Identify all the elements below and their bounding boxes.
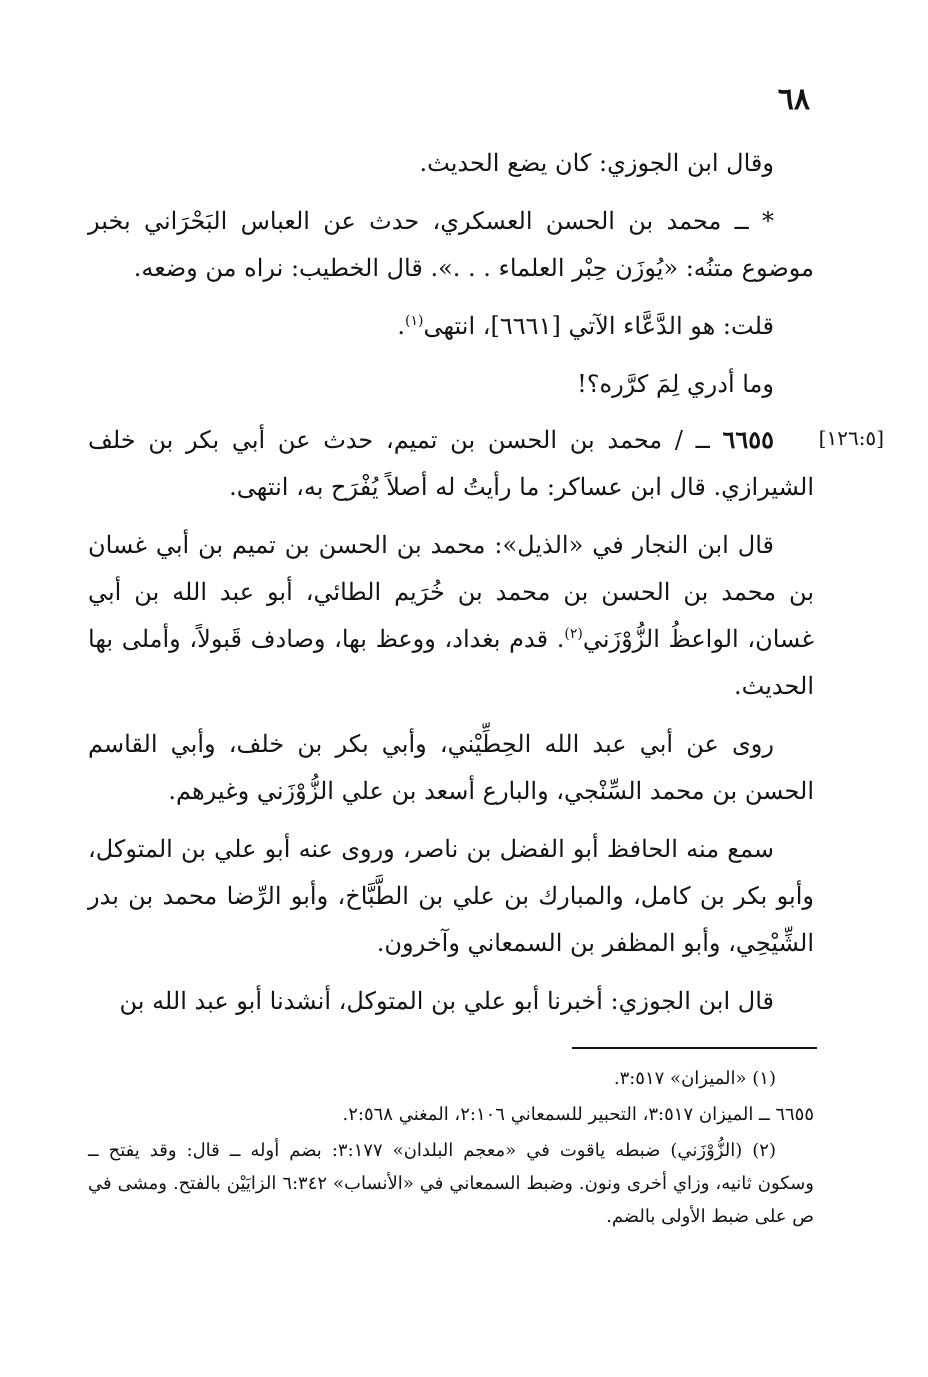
main-section <box>88 416 814 1025</box>
footnote-marker-1: (١) <box>405 313 424 329</box>
footnote-sources: ٦٦٥٥ ــ الميزان ٣:٥١٧، التحبير للسمعاني ٢:١٠٦، المغني ٢:٥٦٨. <box>342 1104 814 1125</box>
footnote-separator <box>572 1047 817 1049</box>
entry-reference: [١٢٦:٥] <box>818 426 884 450</box>
entry-muhammad-al-askari: * ــ محمد بن الحسن العسكري، حدث عن العباس البَحْرَاني بخبر موضوع متنُه: «يُوزَن حِبْر العلماء . . .». قال الخطيب: نراه من وضعه. <box>88 207 814 282</box>
note-repetition: وما أدري لِمَ كرَّره؟! <box>577 370 774 398</box>
top-section <box>88 140 814 408</box>
paragraph-ibn-alnajjar <box>88 522 814 710</box>
footnote-marker-2: (٢) <box>564 626 583 642</box>
entry-text: ــ / محمد بن الحسن بن تميم، حدث عن أبي بكر بن خلف الشيرازي. قال ابن عساكر: ما رأيتُ له أصلاً يُفْرَح به، انتهى. <box>88 426 814 501</box>
page-number: ٦٨ <box>777 82 810 117</box>
paragraph-ibn-alnajjar-part1: قال ابن النجار في «الذيل»: محمد بن الحسن بن تميم بن أبي غسان بن محمد بن الحسن بن محمد بن خُرَيم الطائي، أبو عبد الله بن أبي غسان، الواعظُ الزُّوْزَني <box>88 531 814 653</box>
paragraph-qala-ibn-aljawzi: قال ابن الجوزي: أخبرنا أبو علي بن المتوكل، أنشدنا أبو عبد الله بن <box>119 987 774 1015</box>
note-qultu-text: قلت: هو الدَّعَّاء الآتي [٦٦٦١]، انتهى <box>423 312 774 340</box>
footnotes <box>88 1062 814 1233</box>
paragraph-ibn-alnajjar-part2: . قدم بغداد، ووعظ بها، وصادف قَبولاً، وأملى بها الحديث. <box>88 625 814 700</box>
paragraph-samia-minhu: سمع منه الحافظ أبو الفضل بن ناصر، وروى عنه أبو علي بن المتوكل، وأبو بكر بن كامل، والمبارك بن علي بن الطَّبَّاخ، وأبو الرِّضا محمد بن بدر الشِّيْحِي، وأبو المظفر بن السمعاني وآخرون. <box>88 835 814 957</box>
note-qultu: قلت: هو الدَّعَّاء الآتي [٦٦٦١]، انتهى$^{(١)}$. <box>397 312 774 340</box>
paragraph-rawa-an: روى عن أبي عبد الله الحِطِّيْني، وأبي بكر بن خلف، وأبي القاسم الحسن بن محمد السِّنْجي، والبارع أسعد بن علي الزُّوْزَني وغيرهم. <box>88 730 814 805</box>
entry-number: ٦٦٥٥ <box>722 425 774 454</box>
quote-ibn-aljawzi: وقال ابن الجوزي: كان يضع الحديث. <box>419 149 774 177</box>
footnote-2: (٢) (الزُّوْزَني) ضبطه ياقوت في «معجم البلدان» ٣:١٧٧: بضم أوله ــ قال: وقد يفتح ــ وسكون ثانيه، وزاي أخرى ونون. وضبط السمعاني في «الأنساب» ٦:٣٤٢ الزايَيْن بالفتح. ومشى في ص على ضبط الأولى بالضم. <box>88 1140 814 1227</box>
footnote-1: (١) «الميزان» ٣:٥١٧. <box>613 1068 776 1089</box>
entry-6655 <box>88 416 814 511</box>
